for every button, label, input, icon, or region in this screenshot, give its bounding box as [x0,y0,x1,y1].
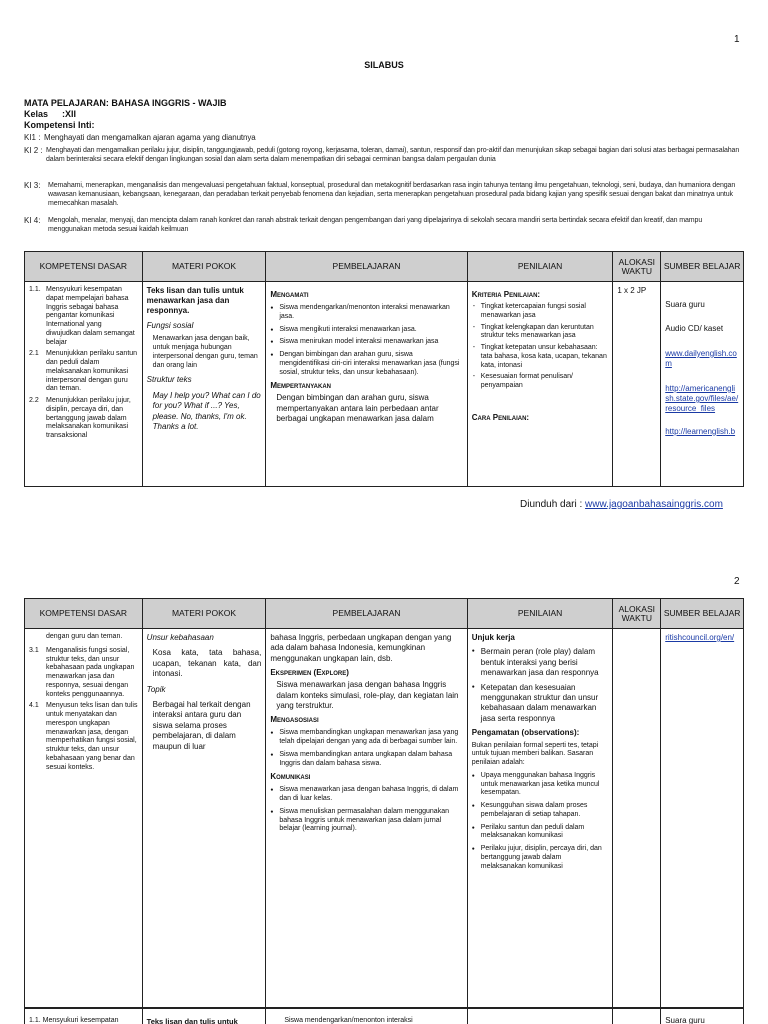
sumber-item: Audio CD/ kaset [665,324,724,334]
sumber-cell: Suara guru [665,1016,705,1024]
list-item: ● Siswa mendengarkan/menonton interaksi menawarkan jasa. [270,304,462,322]
kd-cell: 1.1. Mensyukuri kesempatan [25,1009,143,1024]
col-sumber-belajar: SUMBER BELAJAR [663,608,741,619]
col-sumber-belajar: SUMBER BELAJAR [663,261,741,272]
list-item: ● Siswa membandingkan ungkapan menawarkan jasa yang telah dipelajari dengan yang ada di berbagai sumber lain. [270,729,462,747]
kriteria-heading: Kriteria Penilaian: [471,290,541,299]
eksperimen-text: Siswa menawarkan jasa dengan bahasa Inggris dalam konteks simulasi, role-play, dan kegiatan lain yang terstruktur. [276,680,459,710]
list-item: ● Ketepatan dan kesesuaian menggunakan struktur dan unsur kebahasaan dalam menawarkan jasa serta responnya [472,683,609,725]
kd-continuation: dengan guru dan teman. [46,633,123,640]
syllabus-table-1 [24,251,744,487]
kd-cell [25,282,143,487]
sumber-link[interactable]: http://americanenglish.state.gov/files/ae/resource_files [665,383,739,414]
kd-item [29,702,138,772]
alokasi-cell: 1 x 2 JP [613,282,661,487]
list-item: ● Bermain peran (role play) dalam bentuk interaksi yang berisi menawarkan jasa dan responnya [472,647,609,678]
table-row [25,282,743,487]
kd-item [29,286,138,347]
unsur-text: Kosa kata, tata bahasa, ucapan, tekanan kata, dan intonasi. [152,648,262,679]
unjuk-list [472,647,609,724]
table-header [25,252,743,282]
pengamatan-list [472,772,609,872]
col-alokasi-waktu: ALOKASI WAKTU [613,599,661,628]
source-line [520,499,723,510]
ki-text: Menghayati dan mengamalkan ajaran agama yang dianutnya [44,133,256,142]
kelas-label: Kelas [24,109,49,119]
kd-number: 3.1 [29,646,39,654]
col-materi-pokok: MATERI POKOK [143,599,267,628]
unjuk-heading: Unjuk kerja [471,633,515,642]
sumber-cell [661,282,743,487]
list-item: - Kesesuaian format penulisan/ penyampaian [472,373,609,391]
list-item: - Tingkat ketercapaian fungsi sosial menawarkan jasa [472,303,609,321]
ki-text: Mengolah, menalar, menyaji, dan mencipta dalam ranah konkret dan ranah abstrak terkait dengan pengembangan dari yang dipelajarinya di sekolah secara mandiri serta bertindak secara efektif dan kreatif, dan mampu menggunakan metoda sesuai kaidah keilmuan [48,217,703,234]
col-materi-pokok: MATERI POKOK [143,252,267,281]
subject-heading: MATA PELAJARAN: BAHASA INGGRIS - WAJIB [24,98,227,108]
ki-label: KI 3: [24,181,41,190]
page-number: 1 [734,34,740,45]
table-row [25,1009,743,1024]
col-penilaian: PENILAIAN [468,252,614,281]
kriteria-list [472,303,609,391]
ki-label: KI 2 : [24,146,43,155]
col-kompetensi-dasar: KOMPETENSI DASAR [25,252,143,281]
list-item: ● Kesungguhan siswa dalam proses pembelajaran di setiap tahapan. [472,802,609,820]
penilaian-cell [468,282,614,487]
pembelajaran-cell: Siswa mendengarkan/menonton interaksi [266,1009,467,1024]
list-item: ● Siswa menirukan model interaksi menawarkan jasa [270,338,462,347]
pembelajaran-continuation: bahasa Inggris, perbedaan ungkapan dengan yang ada dalam bahasa Indonesia, kemungkinan menggunakan ungkapan lain, dsb. [270,633,452,663]
ki-3 [24,181,744,208]
alokasi-cell [613,629,661,1008]
mengamati-list [270,304,462,377]
page-number: 2 [734,576,740,587]
mengamati-heading: Mengamati [270,290,309,299]
source-link[interactable]: www.jagoanbahasainggris.com [585,499,723,510]
penilaian-cell [468,629,614,1008]
list-item: ● Siswa membandingkan antara ungkapan dalam bahasa Inggris dan dalam bahasa siswa. [270,751,462,769]
topik-text: Berbagai hal terkait dengan interaksi antara guru dan siswa selama proses pembelajaran, di dalam maupun di luar [152,699,251,751]
materi-cell: Teks lisan dan tulis untuk [143,1009,267,1024]
mengasosiasi-heading: Mengasosiasi [270,715,319,725]
pembelajaran-cell [266,282,467,487]
kd-item [29,350,138,394]
list-item: ● Perilaku santun dan peduli dalam melaksanakan komunikasi [472,824,609,842]
fungsi-text: Menawarkan jasa dengan baik, untuk menjaga hubungan interpersonal dengan guru, teman dan orang lain [152,335,258,369]
ki-label: KI 4: [24,216,41,225]
sumber-link[interactable]: ritishcouncil.org/en/ [665,633,735,642]
col-pembelajaran: PEMBELAJARAN [266,599,467,628]
col-alokasi-waktu: ALOKASI WAKTU [613,252,661,281]
syllabus-table-3 [24,1008,744,1024]
kd-item [29,647,138,700]
sumber-link[interactable]: www.dailyenglish.com [665,348,737,369]
list-item: - Tingkat kelengkapan dan keruntutan struktur teks menawarkan jasa [472,324,609,342]
ki-2 [24,146,744,164]
fungsi-label: Fungsi sosial [146,321,194,330]
sumber-link[interactable]: http://learnenglish.b [665,426,736,436]
kd-number: 2.2 [29,397,39,404]
sumber-cell [661,629,743,1008]
ki-4 [24,216,744,234]
list-item: ● Siswa menawarkan jasa dengan bahasa Inggris, di dalam dan di luar kelas. [270,786,462,804]
kd-text: Menyusun teks lisan dan tulis untuk menyatakan dan merespon ungkapan menawarkan jasa, dengan memperhatikan fungsi sosial, struktur teks, dan unsur kebahasaan yang benar dan sesuai konteks. [46,702,138,771]
col-pembelajaran: PEMBELAJARAN [266,252,467,281]
kd-text: Menganalisis fungsi sosial, struktur teks, dan unsur kebahasaan pada ungkapan menawarkan jasa dan responnya, sesuai dengan konteks penggunaannya. [46,646,135,698]
struktur-text: May I help you? What can I do for you? What if ...? Yes, please. No, thanks, I'm ok. Thanks a lot. [152,390,261,431]
source-label: Diunduh dari : [520,499,583,510]
kd-number: 1.1. [29,286,41,293]
kd-number: 4.1 [29,702,39,710]
materi-cell [143,282,267,487]
komunikasi-list [270,786,462,834]
page-title: SILABUS [364,60,404,70]
kelas-line [24,109,76,120]
eksperimen-heading: Eksperimen (Explore) [270,668,349,678]
pembelajaran-cell [266,629,467,1008]
ki-text: Menghayati dan mengamalkan perilaku jujur, disiplin, tanggungjawab, peduli (gotong royong, kerjasama, toleran, damai), santun, responsif dan pro-aktif dan menunjukan sikap sebagai bagian dari solusi atas berbagai permasalahan dalam berinteraksi secara efektif dengan lingkungan sosial dan alam serta dalam menempatkan diri sebagai cerminan bangsa dalam pergaulan dunia [46,147,740,164]
komunikasi-heading: Komunikasi [270,772,311,782]
mempertanyakan-text: Dengan bimbingan dan arahan guru, siswa mempertanyakan antara lain perbedaan antar berbagai ungkapan menawarkan jasa dalam [276,393,439,424]
list-item: ● Upaya menggunakan bahasa Inggris untuk menawarkan jasa ketika muncul kesempatan. [472,772,609,798]
materi-cell [143,629,267,1008]
kd-text: Menunjukkan perilaku jujur, disiplin, percaya diri, dan bertanggung jawab dalam melaksanakan komunikasi transaksional [46,397,131,439]
ki-text: Memahami, menerapkan, menganalisis dan mengevaluasi pengetahuan faktual, konseptual, prosedural dan metakognitif berdasarkan rasa ingin tahunya tentang ilmu pengetahuan, teknologi, seni, budaya, dan humaniora dengan wawasan kemanusiaan, kebangsaan, kenegaraan, dan peradaban terkait penyebab fenomena dan kejadian, serta menerapkan pengetahuan prosedural pada bidang kajian yang spesifik sesuai dengan bakat dan minatnya untuk memecahkan masalah. [48,182,736,208]
ki-1 [24,133,744,143]
list-item: - Tingkat ketepatan unsur kebahasaan: tata bahasa, kosa kata, ucapan, tekanan kata, intonasi [472,344,609,370]
kd-text: Menunjukkan perilaku santun dan peduli dalam melaksanakan komunikasi interpersonal dengan guru dan teman. [46,350,138,393]
col-kompetensi-dasar: KOMPETENSI DASAR [25,599,143,628]
list-item: ● Dengan bimbingan dan arahan guru, siswa mengidentifikasi ciri-ciri interaksi menawarkan jasa (fungsi sosial, struktur teks, dan unsur kebahasaan). [270,351,462,377]
ki-label: KI1 : [24,133,41,142]
kd-cell [25,629,143,1008]
kd-text: Mensyukuri kesempatan dapat mempelajari bahasa Inggris sebagai bahasa pengantar komunikasi International yang diwujudkan dalam semangat belajar [46,286,135,346]
kompetensi-inti-heading: Kompetensi Inti: [24,120,95,130]
kd-item [29,397,138,441]
list-item: ● Perilaku jujur, disiplin, percaya diri, dan bertanggung jawab dalam melaksanakan komunikasi [472,845,609,871]
list-item: ● Siswa mengikuti interaksi menawarkan jasa. [270,326,462,335]
col-penilaian: PENILAIAN [468,599,614,628]
syllabus-table-2 [24,598,744,1008]
materi-title: Teks lisan dan tulis untuk menawarkan jasa dan responnya. [146,286,244,315]
alokasi-cell [613,1009,661,1024]
kd-number: 2.1 [29,350,39,358]
struktur-label: Struktur teks [146,375,192,385]
kelas-value: :XII [62,109,77,119]
mengasosiasi-list [270,729,462,768]
sumber-item: Suara guru [665,300,705,309]
penilaian-cell [468,1009,614,1024]
topik-label: Topik [146,684,166,694]
pengamatan-text: Bukan penilaian formal seperti tes, tetapi untuk tujuan memberi balikan. Sasaran penilaian adalah: [471,741,599,767]
table-header [25,599,743,629]
cara-heading: Cara Penilaian: [471,412,530,422]
list-item: ● Siswa menuliskan permasalahan dalam menggunakan bahasa Inggris untuk menawarkan jasa dalam jurnal belajar (learning journal). [270,808,462,834]
mempertanyakan-heading: Mempertanyakan [270,381,331,391]
pengamatan-heading: Pengamatan (observations): [471,728,580,738]
unsur-label: Unsur kebahasaan [146,633,214,642]
table-row [25,629,743,1008]
